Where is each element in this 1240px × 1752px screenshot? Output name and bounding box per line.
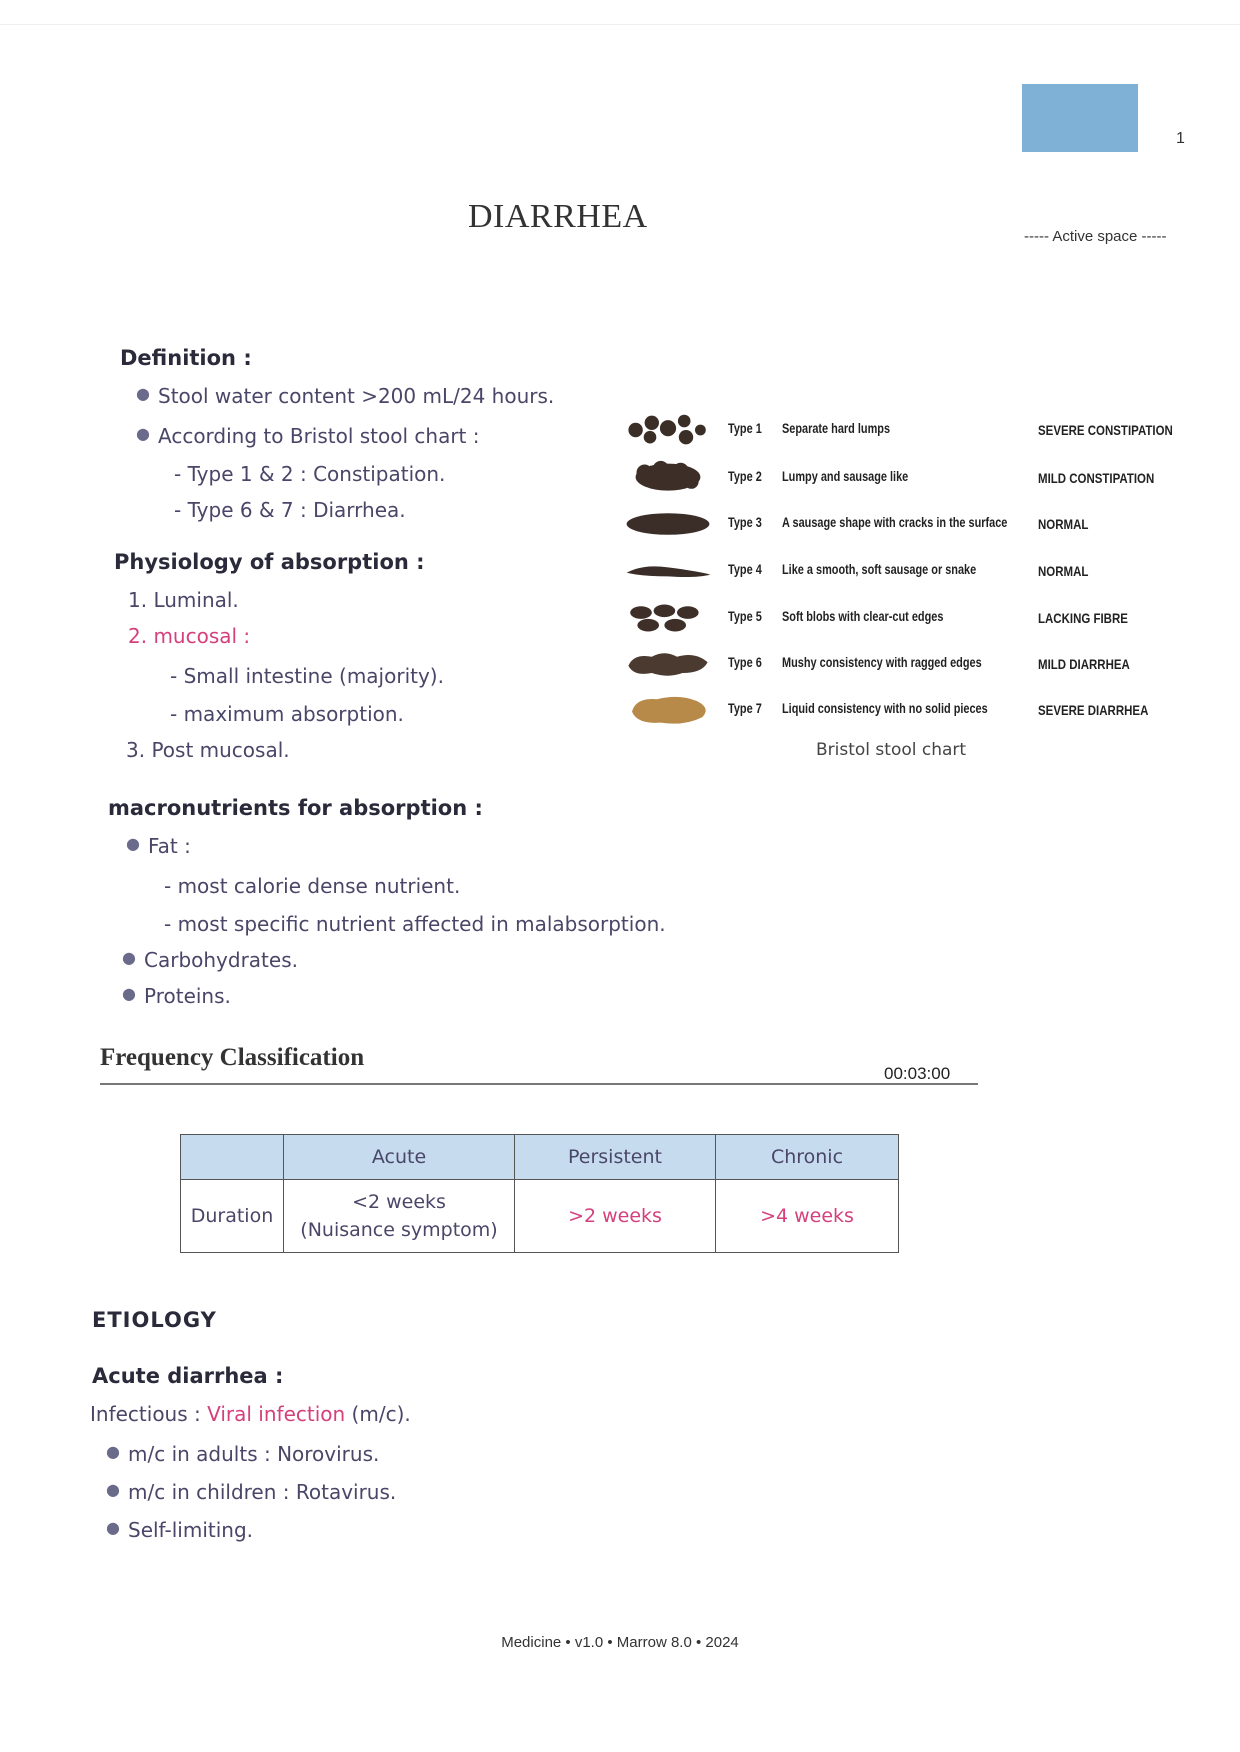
stool-type-illustration — [620, 553, 716, 589]
bristol-type-description: Liquid consistency with no solid pieces — [782, 700, 988, 716]
definition-heading: Definition : — [120, 346, 252, 370]
bullet-icon: ● — [106, 1518, 120, 1537]
table-header-persistent: Persistent — [515, 1135, 716, 1180]
bristol-row — [620, 600, 1200, 640]
top-border-line — [0, 24, 1240, 25]
bristol-type-classification: SEVERE CONSTIPATION — [1038, 422, 1173, 438]
definition-point-2: According to Bristol stool chart : — [158, 424, 480, 448]
frequency-table — [180, 1134, 899, 1253]
physiology-sub-item-2: - maximum absorption. — [170, 702, 404, 726]
etiology-point-1: m/c in adults : Norovirus. — [128, 1442, 380, 1466]
stool-type-illustration — [620, 506, 716, 542]
bristol-type-description: Like a smooth, soft sausage or snake — [782, 561, 977, 577]
macronutrient-carbohydrates: Carbohydrates. — [144, 948, 298, 972]
stool-type-illustration — [620, 412, 716, 448]
bristol-row — [620, 692, 1200, 732]
table-cell-chronic: >4 weeks — [716, 1180, 899, 1253]
bristol-chart-caption: Bristol stool chart — [816, 740, 967, 760]
bristol-type-label: Type 7 — [728, 700, 762, 716]
infectious-highlight: Viral infection — [207, 1402, 346, 1426]
table-header-empty — [181, 1135, 284, 1180]
physiology-heading: Physiology of absorption : — [114, 550, 425, 574]
macronutrient-proteins: Proteins. — [144, 984, 231, 1008]
bristol-type-classification: MILD DIARRHEA — [1038, 656, 1130, 672]
bullet-icon: ● — [122, 984, 136, 1003]
etiology-point-3: Self-limiting. — [128, 1518, 253, 1542]
bristol-type-label: Type 3 — [728, 514, 762, 530]
definition-sub-point-2: - Type 6 & 7 : Diarrhea. — [174, 498, 406, 522]
definition-point-1: Stool water content >200 mL/24 hours. — [158, 384, 555, 408]
etiology-heading: ETIOLOGY — [92, 1308, 217, 1332]
bristol-type-classification: LACKING FIBRE — [1038, 610, 1128, 626]
table-row — [181, 1180, 899, 1253]
page-footer: Medicine • v1.0 • Marrow 8.0 • 2024 — [501, 1634, 739, 1651]
bristol-type-label: Type 4 — [728, 561, 762, 577]
page-number: 1 — [1176, 130, 1185, 147]
page-title: DIARRHEA — [468, 198, 648, 235]
bullet-icon: ● — [126, 834, 140, 853]
bullet-icon: ● — [136, 384, 150, 403]
table-header-acute: Acute — [284, 1135, 515, 1180]
bristol-type-label: Type 5 — [728, 608, 762, 624]
bristol-type-label: Type 1 — [728, 420, 762, 436]
stool-type-illustration — [620, 600, 716, 636]
physiology-item-3: 3. Post mucosal. — [126, 738, 290, 762]
definition-sub-point-1: - Type 1 & 2 : Constipation. — [174, 462, 446, 486]
bristol-type-label: Type 2 — [728, 468, 762, 484]
physiology-item-1: 1. Luminal. — [128, 588, 239, 612]
macronutrient-fat: Fat : — [148, 834, 191, 858]
bullet-icon: ● — [122, 948, 136, 967]
bullet-icon: ● — [106, 1442, 120, 1461]
fat-sub-point-2: - most specific nutrient affected in malabsorption. — [164, 912, 666, 936]
bristol-type-classification: MILD CONSTIPATION — [1038, 470, 1155, 486]
frequency-classification-title: Frequency Classification — [100, 1044, 365, 1071]
macronutrients-heading: macronutrients for absorption : — [108, 796, 483, 820]
stool-type-illustration — [620, 692, 716, 728]
bristol-type-classification: SEVERE DIARRHEA — [1038, 702, 1149, 718]
bristol-type-description: Lumpy and sausage like — [782, 468, 909, 484]
infectious-line — [90, 1402, 411, 1426]
acute-duration: <2 weeks — [352, 1191, 446, 1213]
table-header-row — [181, 1135, 899, 1180]
bristol-type-description: Soft blobs with clear-cut edges — [782, 608, 944, 624]
table-cell-acute — [284, 1180, 515, 1253]
infectious-suffix: (m/c). — [351, 1402, 411, 1426]
bristol-type-label: Type 6 — [728, 654, 762, 670]
bullet-icon: ● — [136, 424, 150, 443]
bullet-icon: ● — [106, 1480, 120, 1499]
bristol-type-description: Mushy consistency with ragged edges — [782, 654, 982, 670]
bristol-type-classification: NORMAL — [1038, 563, 1089, 579]
timer-readout: 00:03:00 — [884, 1064, 951, 1083]
acute-note: (Nuisance symptom) — [300, 1219, 498, 1241]
table-header-chronic: Chronic — [716, 1135, 899, 1180]
etiology-point-2: m/c in children : Rotavirus. — [128, 1480, 397, 1504]
table-row-label: Duration — [181, 1180, 284, 1253]
physiology-sub-item-1: - Small intestine (majority). — [170, 664, 444, 688]
active-space-label: ----- Active space ----- — [1024, 228, 1167, 245]
stool-type-illustration — [620, 460, 716, 496]
bristol-row — [620, 506, 1200, 546]
bristol-row — [620, 412, 1200, 452]
bristol-type-classification: NORMAL — [1038, 516, 1089, 532]
fat-sub-point-1: - most calorie dense nutrient. — [164, 874, 461, 898]
table-cell-persistent: >2 weeks — [515, 1180, 716, 1253]
bristol-row — [620, 553, 1200, 593]
bristol-row — [620, 460, 1200, 500]
bristol-type-description: A sausage shape with cracks in the surface — [782, 514, 1008, 530]
acute-diarrhea-heading: Acute diarrhea : — [92, 1364, 284, 1388]
blue-tab-marker — [1022, 84, 1138, 152]
bristol-row — [620, 646, 1200, 686]
physiology-item-2: 2. mucosal : — [128, 624, 251, 648]
stool-type-illustration — [620, 646, 716, 682]
bristol-type-description: Separate hard lumps — [782, 420, 891, 436]
section-divider — [100, 1083, 978, 1085]
infectious-label: Infectious : — [90, 1402, 201, 1426]
